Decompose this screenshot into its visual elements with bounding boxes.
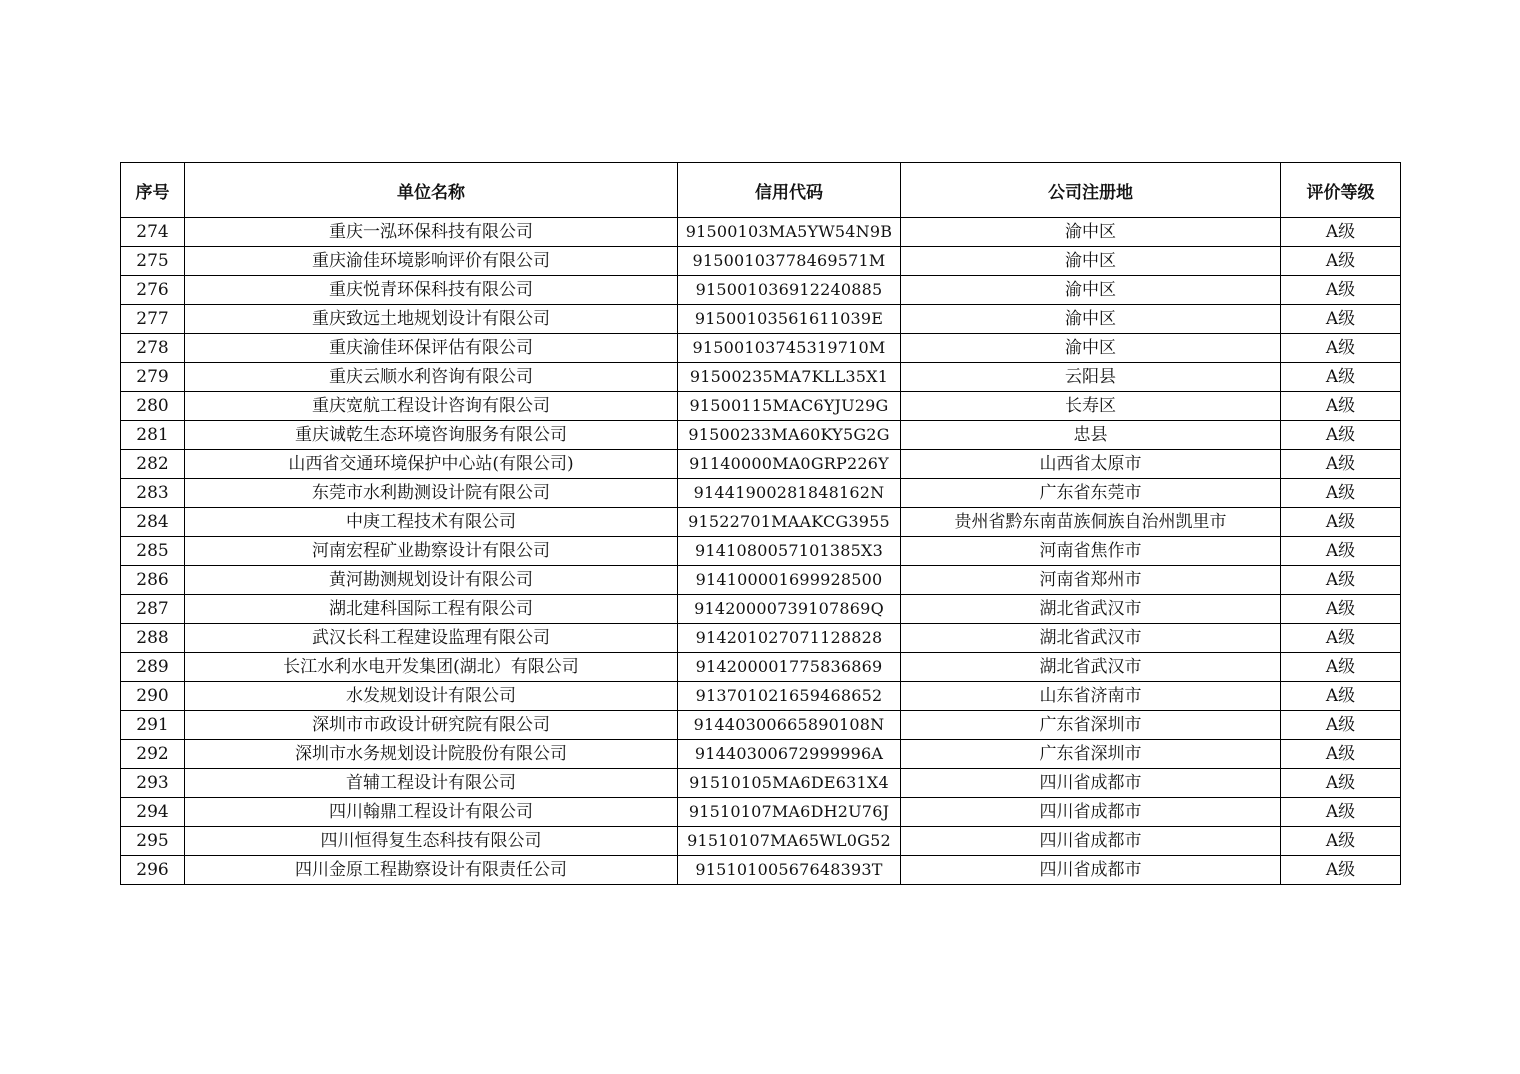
cell-name: 武汉长科工程建设监理有限公司 (185, 624, 678, 653)
cell-name: 重庆云顺水利咨询有限公司 (185, 363, 678, 392)
table-row (121, 218, 1401, 247)
table-row (121, 711, 1401, 740)
cell-name: 首辅工程设计有限公司 (185, 769, 678, 798)
cell-seq: 280 (121, 392, 185, 421)
cell-location: 渝中区 (901, 276, 1281, 305)
cell-name: 东莞市水利勘测设计院有限公司 (185, 479, 678, 508)
cell-location: 广东省深圳市 (901, 711, 1281, 740)
cell-grade: A级 (1281, 363, 1401, 392)
cell-name: 重庆诚乾生态环境咨询服务有限公司 (185, 421, 678, 450)
cell-code: 913701021659468652 (678, 682, 901, 711)
table-row (121, 276, 1401, 305)
cell-code: 91500235MA7KLL35X1 (678, 363, 901, 392)
cell-seq: 278 (121, 334, 185, 363)
table-header-row (121, 163, 1401, 218)
cell-code: 91510107MA6DH2U76J (678, 798, 901, 827)
cell-location: 渝中区 (901, 305, 1281, 334)
cell-grade: A级 (1281, 769, 1401, 798)
cell-location: 广东省东莞市 (901, 479, 1281, 508)
cell-seq: 282 (121, 450, 185, 479)
table-row (121, 392, 1401, 421)
cell-name: 重庆渝佳环保评估有限公司 (185, 334, 678, 363)
cell-seq: 293 (121, 769, 185, 798)
cell-location: 云阳县 (901, 363, 1281, 392)
cell-location: 山西省太原市 (901, 450, 1281, 479)
cell-code: 91140000MA0GRP226Y (678, 450, 901, 479)
cell-code: 91510100567648393T (678, 856, 901, 885)
cell-location: 湖北省武汉市 (901, 624, 1281, 653)
cell-seq: 287 (121, 595, 185, 624)
cell-seq: 292 (121, 740, 185, 769)
cell-seq: 289 (121, 653, 185, 682)
table-row (121, 856, 1401, 885)
cell-location: 湖北省武汉市 (901, 653, 1281, 682)
cell-seq: 295 (121, 827, 185, 856)
cell-code: 914201027071128828 (678, 624, 901, 653)
cell-grade: A级 (1281, 711, 1401, 740)
cell-grade: A级 (1281, 450, 1401, 479)
cell-grade: A级 (1281, 305, 1401, 334)
cell-name: 重庆渝佳环境影响评价有限公司 (185, 247, 678, 276)
credit-rating-table (120, 162, 1401, 885)
cell-grade: A级 (1281, 827, 1401, 856)
table-row (121, 450, 1401, 479)
cell-seq: 279 (121, 363, 185, 392)
table-row (121, 479, 1401, 508)
cell-code: 914200001775836869 (678, 653, 901, 682)
cell-grade: A级 (1281, 566, 1401, 595)
cell-name: 山西省交通环境保护中心站(有限公司) (185, 450, 678, 479)
header-grade: 评价等级 (1281, 163, 1401, 218)
cell-code: 91441900281848162N (678, 479, 901, 508)
cell-name: 湖北建科国际工程有限公司 (185, 595, 678, 624)
cell-grade: A级 (1281, 682, 1401, 711)
cell-seq: 294 (121, 798, 185, 827)
table-row (121, 827, 1401, 856)
cell-code: 91510107MA65WL0G52 (678, 827, 901, 856)
cell-location: 河南省郑州市 (901, 566, 1281, 595)
cell-name: 长江水利水电开发集团(湖北）有限公司 (185, 653, 678, 682)
cell-name: 深圳市水务规划设计院股份有限公司 (185, 740, 678, 769)
cell-name: 重庆致远土地规划设计有限公司 (185, 305, 678, 334)
cell-seq: 275 (121, 247, 185, 276)
header-code: 信用代码 (678, 163, 901, 218)
cell-code: 91500103561611039E (678, 305, 901, 334)
cell-grade: A级 (1281, 595, 1401, 624)
cell-location: 长寿区 (901, 392, 1281, 421)
table-row (121, 769, 1401, 798)
cell-location: 渝中区 (901, 247, 1281, 276)
cell-code: 915001036912240885 (678, 276, 901, 305)
cell-grade: A级 (1281, 740, 1401, 769)
cell-code: 91500103MA5YW54N9B (678, 218, 901, 247)
table-row (121, 305, 1401, 334)
table-row (121, 566, 1401, 595)
header-name: 单位名称 (185, 163, 678, 218)
cell-seq: 296 (121, 856, 185, 885)
cell-seq: 274 (121, 218, 185, 247)
table-row (121, 508, 1401, 537)
cell-seq: 284 (121, 508, 185, 537)
cell-name: 深圳市市政设计研究院有限公司 (185, 711, 678, 740)
cell-location: 广东省深圳市 (901, 740, 1281, 769)
cell-name: 黄河勘测规划设计有限公司 (185, 566, 678, 595)
table-row (121, 537, 1401, 566)
table-row (121, 798, 1401, 827)
cell-grade: A级 (1281, 537, 1401, 566)
cell-grade: A级 (1281, 247, 1401, 276)
cell-grade: A级 (1281, 392, 1401, 421)
cell-name: 重庆一泓环保科技有限公司 (185, 218, 678, 247)
cell-seq: 277 (121, 305, 185, 334)
cell-seq: 276 (121, 276, 185, 305)
cell-location: 四川省成都市 (901, 769, 1281, 798)
cell-name: 中庚工程技术有限公司 (185, 508, 678, 537)
cell-location: 河南省焦作市 (901, 537, 1281, 566)
cell-location: 湖北省武汉市 (901, 595, 1281, 624)
cell-grade: A级 (1281, 653, 1401, 682)
cell-code: 91522701MAAKCG3955 (678, 508, 901, 537)
cell-code: 91500103745319710M (678, 334, 901, 363)
cell-name: 水发规划设计有限公司 (185, 682, 678, 711)
cell-location: 四川省成都市 (901, 798, 1281, 827)
cell-location: 渝中区 (901, 334, 1281, 363)
table-row (121, 682, 1401, 711)
cell-seq: 283 (121, 479, 185, 508)
cell-location: 渝中区 (901, 218, 1281, 247)
cell-code: 91440300665890108N (678, 711, 901, 740)
cell-code: 91440300672999996A (678, 740, 901, 769)
cell-grade: A级 (1281, 624, 1401, 653)
cell-seq: 285 (121, 537, 185, 566)
cell-location: 四川省成都市 (901, 856, 1281, 885)
table-row (121, 624, 1401, 653)
cell-grade: A级 (1281, 508, 1401, 537)
cell-grade: A级 (1281, 334, 1401, 363)
cell-code: 91500103778469571M (678, 247, 901, 276)
cell-location: 四川省成都市 (901, 827, 1281, 856)
cell-name: 四川翰鼎工程设计有限公司 (185, 798, 678, 827)
cell-grade: A级 (1281, 421, 1401, 450)
cell-seq: 291 (121, 711, 185, 740)
cell-name: 四川金原工程勘察设计有限责任公司 (185, 856, 678, 885)
cell-code: 91500115MAC6YJU29G (678, 392, 901, 421)
cell-name: 四川恒得复生态科技有限公司 (185, 827, 678, 856)
cell-seq: 281 (121, 421, 185, 450)
cell-code: 91510105MA6DE631X4 (678, 769, 901, 798)
cell-location: 山东省济南市 (901, 682, 1281, 711)
cell-name: 重庆宽航工程设计咨询有限公司 (185, 392, 678, 421)
cell-grade: A级 (1281, 218, 1401, 247)
cell-seq: 290 (121, 682, 185, 711)
cell-name: 重庆悦青环保科技有限公司 (185, 276, 678, 305)
header-location: 公司注册地 (901, 163, 1281, 218)
table-row (121, 653, 1401, 682)
cell-code: 91500233MA60KY5G2G (678, 421, 901, 450)
cell-code: 9141080057101385X3 (678, 537, 901, 566)
cell-seq: 286 (121, 566, 185, 595)
cell-code: 914100001699928500 (678, 566, 901, 595)
cell-code: 91420000739107869Q (678, 595, 901, 624)
table-row (121, 595, 1401, 624)
table-row (121, 247, 1401, 276)
table-row (121, 363, 1401, 392)
cell-location: 贵州省黔东南苗族侗族自治州凯里市 (901, 508, 1281, 537)
cell-name: 河南宏程矿业勘察设计有限公司 (185, 537, 678, 566)
cell-grade: A级 (1281, 856, 1401, 885)
table-row (121, 334, 1401, 363)
header-seq: 序号 (121, 163, 185, 218)
table-row (121, 421, 1401, 450)
cell-grade: A级 (1281, 479, 1401, 508)
cell-grade: A级 (1281, 798, 1401, 827)
cell-grade: A级 (1281, 276, 1401, 305)
cell-location: 忠县 (901, 421, 1281, 450)
cell-seq: 288 (121, 624, 185, 653)
table-row (121, 740, 1401, 769)
